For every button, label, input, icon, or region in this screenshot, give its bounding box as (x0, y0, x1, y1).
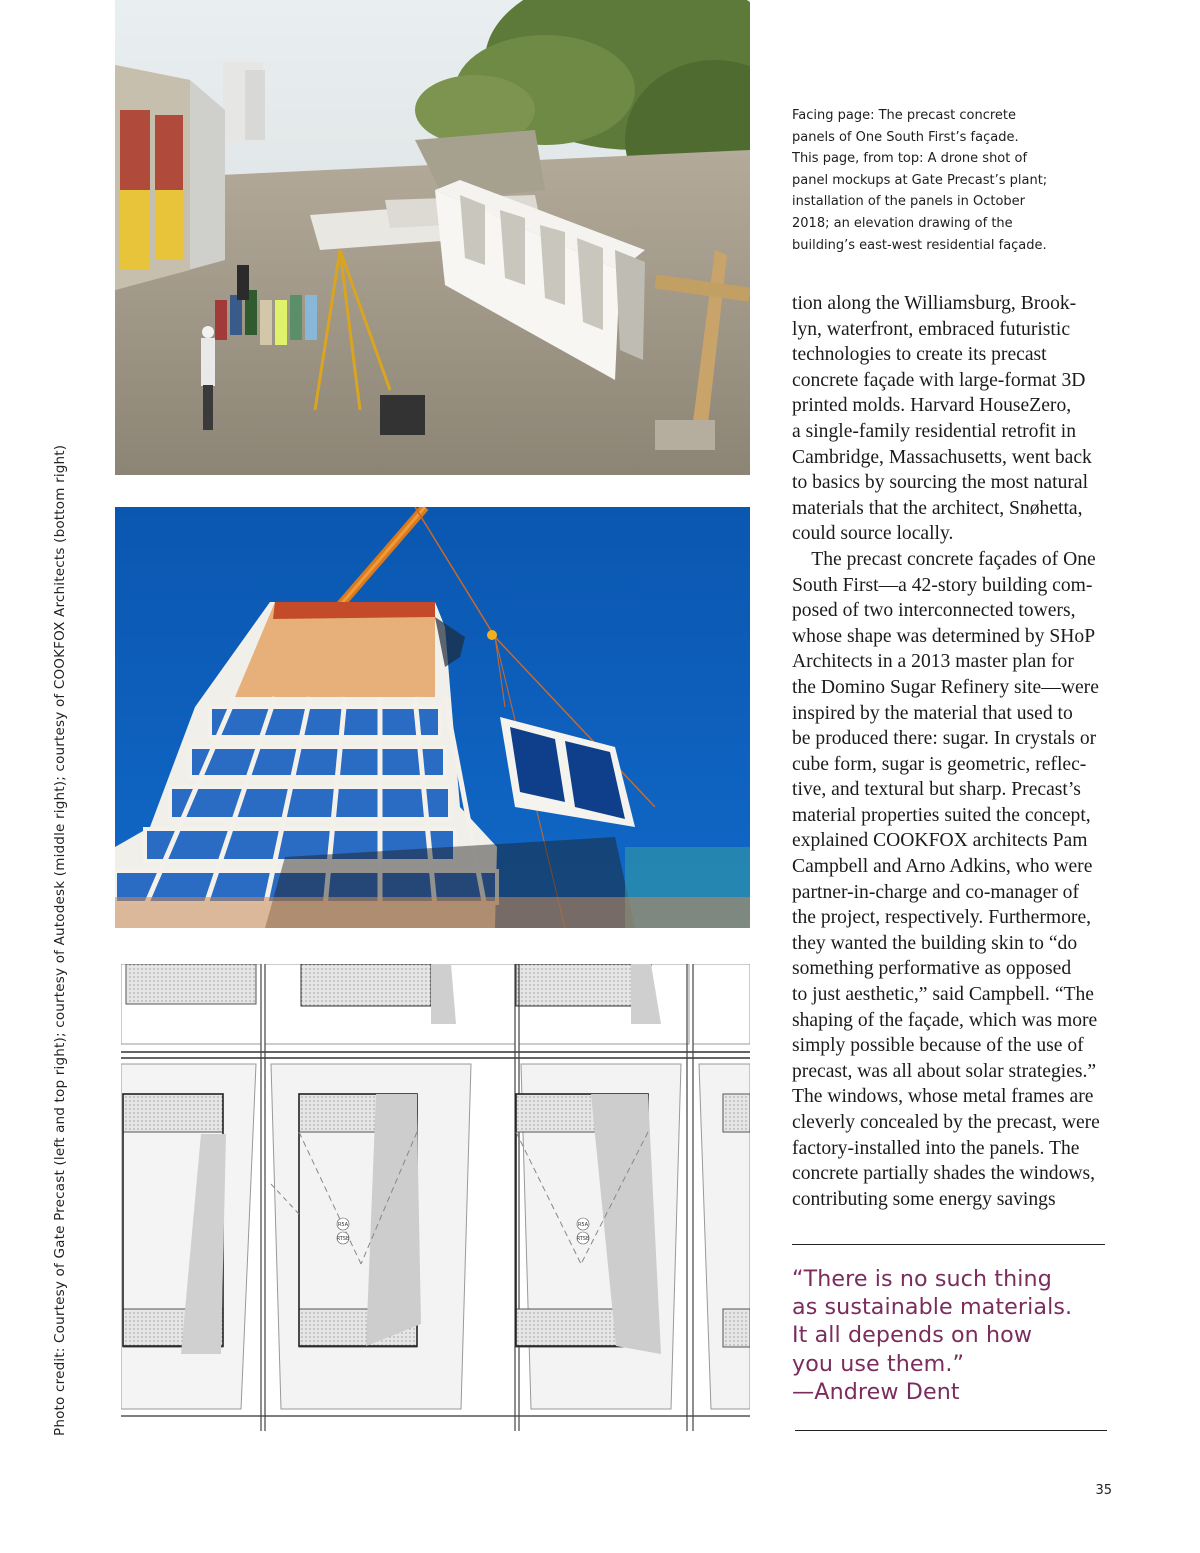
caption-line: panel mockups at Gate Precast’s plant; (792, 172, 1048, 188)
body-line: The precast concrete façades of One (792, 548, 1096, 570)
article-body (792, 291, 1112, 1212)
body-line: to just aesthetic,” said Campbell. “The (792, 984, 1094, 1006)
body-line: inspired by the material that used to (792, 702, 1073, 724)
body-line: lyn, waterfront, embraced futuristic (792, 318, 1071, 340)
pullquote (792, 1265, 1102, 1406)
body-line: technologies to create its precast (792, 344, 1047, 366)
pullquote-line: as sustainable materials. (792, 1294, 1073, 1321)
body-line: Campbell and Arno Adkins, who were (792, 856, 1093, 878)
body-line: South First—a 42-story building com- (792, 574, 1093, 596)
pullquote-top-rule (792, 1244, 1105, 1245)
body-line: shaping of the façade, which was more (792, 1009, 1098, 1031)
body-line: precast, was all about solar strategies.” (792, 1060, 1097, 1082)
body-line: cube form, sugar is geometric, reflec- (792, 753, 1087, 775)
body-line: to basics by sourcing the most natural (792, 472, 1089, 494)
caption-line: 2018; an elevation drawing of the (792, 215, 1013, 231)
body-line: explained COOKFOX architects Pam (792, 830, 1088, 852)
body-line: material properties suited the concept, (792, 804, 1091, 826)
body-line: concrete partially shades the windows, (792, 1163, 1096, 1185)
caption-line: Facing page: The precast concrete (792, 108, 1016, 123)
body-line: the Domino Sugar Refinery site—were (792, 676, 1099, 698)
photo-panel-installation (115, 507, 750, 928)
body-line: a single-family residential retrofit in (792, 420, 1077, 442)
body-line: factory-installed into the panels. The (792, 1137, 1080, 1159)
pullquote-bottom-rule (795, 1430, 1107, 1431)
body-line: simply possible because of the use of (792, 1035, 1084, 1057)
body-line: concrete façade with large-format 3D (792, 369, 1086, 391)
body-line: posed of two interconnected towers, (792, 600, 1076, 622)
pullquote-line: “There is no such thing (792, 1266, 1052, 1292)
body-line: whose shape was determined by SHoP (792, 625, 1096, 647)
body-line: they wanted the building skin to “do (792, 932, 1078, 954)
tag-rtsb-right: RTSB (576, 1236, 590, 1242)
body-line: The windows, whose metal frames are (792, 1086, 1094, 1108)
pullquote-attribution: —Andrew Dent (792, 1378, 960, 1405)
caption-line: This page, from top: A drone shot of (792, 151, 1028, 167)
photo-precast-plant (115, 0, 750, 475)
elevation-drawing (121, 964, 750, 1431)
body-line: something performative as opposed (792, 958, 1072, 980)
body-line: could source locally. (792, 523, 954, 545)
body-line: contributing some energy savings (792, 1188, 1056, 1210)
pullquote-line: It all depends on how (792, 1322, 1033, 1349)
body-line: tion along the Williamsburg, Brook- (792, 293, 1077, 314)
body-line: printed molds. Harvard HouseZero, (792, 395, 1072, 417)
body-line: Cambridge, Massachusetts, went back (792, 446, 1092, 468)
body-line: tive, and textural but sharp. Precast’s (792, 779, 1081, 801)
body-line: cleverly concealed by the precast, were (792, 1112, 1100, 1133)
tag-r5a: R5A (337, 1222, 349, 1228)
body-line: partner-in-charge and co-manager of (792, 881, 1080, 903)
body-line: the project, respectively. Furthermore, (792, 907, 1092, 929)
tag-r5a-right: R5A (577, 1222, 589, 1228)
body-line: Architects in a 2013 master plan for (792, 651, 1074, 673)
page-number: 35 (1095, 1483, 1112, 1498)
photo-credit: Photo credit: Courtesy of Gate Precast (left and top right); courtesy of Autodesk (middle right); courtesy of COOKFOX Architects (bottom right) (52, 444, 68, 1436)
photo-caption (792, 105, 1082, 256)
body-line: materials that the architect, Snøhetta, (792, 497, 1083, 519)
caption-line: panels of One South First’s façade. (792, 129, 1019, 145)
caption-line: building’s east-west residential façade. (792, 237, 1047, 253)
body-line: be produced there: sugar. In crystals or (792, 728, 1097, 750)
pullquote-line: you use them.” (792, 1350, 965, 1377)
tag-rtsb: RTSB (336, 1236, 350, 1242)
caption-line: installation of the panels in October (792, 194, 1026, 210)
